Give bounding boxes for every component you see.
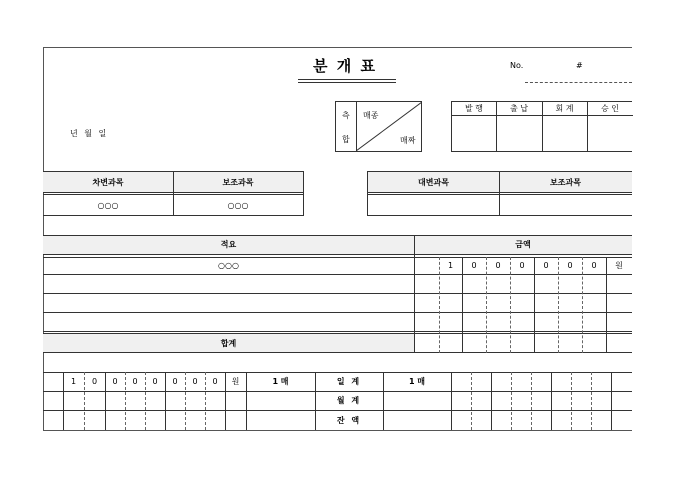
approval-box [451, 101, 632, 152]
bottom-count-1: 1 매 [272, 377, 289, 386]
credit-table [367, 171, 632, 216]
daily-total-label: 일 계 [336, 377, 362, 386]
row1-digit-4: 0 [519, 261, 525, 270]
stamp-side2: 합 [342, 135, 350, 144]
row1-digit-1: 1 [447, 261, 454, 270]
approval-accounting: 회 계 [555, 104, 574, 113]
bottom-digit-5: 0 [152, 377, 158, 386]
monthly-total-label: 월 계 [336, 396, 362, 405]
bottom-digit-8: 0 [212, 377, 218, 386]
approval-issue: 발 행 [465, 104, 483, 113]
no-line [525, 82, 632, 83]
entry-grid [43, 235, 632, 354]
title-underline [298, 79, 396, 80]
amount-header: 금액 [515, 240, 531, 249]
row1-digit-5: 0 [543, 261, 549, 270]
balance-label: 잔 액 [336, 415, 362, 425]
title-underline-2 [298, 82, 396, 83]
debit-header-sub: 보조과목 [222, 177, 254, 187]
row1-won: 원 [615, 261, 623, 270]
no-label: No. [510, 61, 524, 70]
total-label: 합계 [220, 338, 237, 348]
row1-desc: ○○○ [218, 261, 239, 270]
stamp-side1: 측 [342, 111, 350, 120]
row1-digit-7: 0 [591, 261, 597, 270]
bottom-digit-4: 0 [132, 377, 138, 386]
bottom-digit-3: 0 [112, 377, 118, 386]
bottom-won: 원 [231, 377, 240, 386]
row1-digit-3: 0 [495, 261, 501, 270]
debit-value-sub: ○○○ [227, 200, 249, 210]
row1-digit-6: 0 [567, 261, 573, 270]
stamp-top: 매종 [363, 111, 379, 120]
debit-header-account: 차변과목 [92, 177, 124, 187]
stamp-box [335, 101, 422, 152]
page-title: 분 개 표 [313, 57, 377, 75]
approval-approve: 승 인 [601, 104, 619, 113]
stamp-bottom: 매짜 [400, 136, 416, 145]
bottom-digit-2: 0 [91, 377, 98, 386]
bottom-digit-7: 0 [192, 377, 198, 386]
row1-digit-2: 0 [471, 261, 477, 270]
no-hash: # [576, 61, 583, 70]
debit-value-account: ○○○ [97, 200, 119, 210]
credit-header-sub: 보조과목 [550, 177, 581, 187]
debit-table [43, 171, 304, 216]
approval-cashier: 출 납 [510, 104, 528, 113]
bottom-count-2: 1 매 [408, 377, 426, 386]
bottom-digit-6: 0 [172, 377, 178, 386]
credit-header-account: 대변과목 [418, 177, 449, 187]
desc-header: 적요 [220, 240, 237, 249]
date-label: 년 월 일 [70, 129, 109, 138]
bottom-digit-1: 1 [70, 377, 77, 386]
bottom-grid [43, 372, 632, 431]
